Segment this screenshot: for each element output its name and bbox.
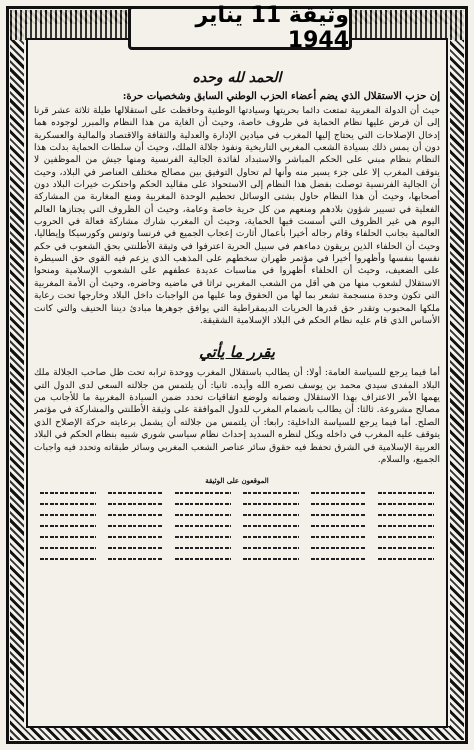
signature bbox=[106, 500, 166, 508]
document-title: وثيقة 11 يناير 1944 bbox=[195, 3, 349, 53]
signature bbox=[173, 555, 233, 563]
signature bbox=[173, 533, 233, 541]
signature bbox=[106, 522, 166, 530]
signature bbox=[241, 555, 301, 563]
signature bbox=[241, 489, 301, 497]
signature bbox=[38, 555, 98, 563]
signature bbox=[106, 555, 166, 563]
signature bbox=[173, 511, 233, 519]
demands-heading: يقرر ما يأتي bbox=[199, 343, 275, 362]
signature bbox=[309, 511, 369, 519]
signature bbox=[309, 544, 369, 552]
signature bbox=[376, 544, 436, 552]
preamble-text: حيث أن الدولة المغربية تمتعت دائما بحريتها وسيادتها الوطنية وحافظت على استقلالها طيلة ثلاثة عشر قرنا إلى أن فرض عليها نظام الحماية في ظروف خاصة، وحيث أن الغاية من هذا النظام والمبرر لوجوده هما إدخال الإصلاحات التي يحتاج إليها المغرب في ميادين الإدارة والعدلية والثقافة والاقتصاد والمالية والعسكرية دون أن يمس ذلك بسيادة الشعب المغربي التاريخية ونفوذ جلالة الملك، وحيث أن سلطات الحماية بدلت هذا النظام بنظام مبني على الحكم المباشر والاستبداد لفائدة الجالية الفرنسية ومنها جيش من الموظفين لا يتوقف المغرب إلا على جزء يسير منه وأنها لم تحاول التوفيق بين مصالح مختلف العناصر في البلاد، وحيث أن الجالية الفرنسية توصلت بفضل هذا النظام إلى الاستحواذ على مقاليد الحكم واحتكرت خيرات البلاد دون أصحابها، وحيث أن هذا النظام حاول بشتى الوسائل تحطيم الوحدة المغربية ومنع المغاربة من المشاركة الفعلية في تسيير شؤون بلادهم ومنعهم من كل حرية خاصة وعامة، وحيث أن الظروف التي يجتازها العالم اليوم هي غير الظروف التي أسست فيها الحماية، وحيث أن المغرب شارك مشاركة فعالة في الحروب العالمية بجانب الحلفاء وقام رجاله أخيرا بأعمال أثارت إعجاب الجميع في فرنسا وتونس وكورسيكا وإيطاليا، وحيث أن الحلفاء الذين يريقون دماءهم في سبيل الحرية اعترفوا في وثيقة الأطلنتي بحق الشعوب في حكم نفسها بنفسها وأظهروا أخيرا في مؤتمر طهران سخطهم على المذهب الذي يزعم فيه القوي حق السيطرة على الضعيف، وحيث أن الحلفاء أظهروا في مناسبات عديدة عطفهم على الشعوب الإسلامية ومنحوا الاستقلال لشعوب منها من هي أقل من الشعب المغربي تراثا في ماضيه وحاضره، وحيث أن الأمة المغربية التي تكون وحدة منسجمة تشعر بما لها من الحقوق وما عليها من الواجبات داخل البلاد وخارجها تحت رعاية ملكها المحبوب وتقدر حق قدرها الحريات الديمقراطية التي يوافق جوهرها مبادئ ديننا الحنيف والتي كانت الأساس الذي قام عليه نظام الحكم في البلاد الإسلامية الشقيقة. bbox=[34, 105, 440, 326]
signature bbox=[309, 500, 369, 508]
signature bbox=[38, 500, 98, 508]
signature bbox=[38, 544, 98, 552]
signature bbox=[376, 533, 436, 541]
signature bbox=[309, 555, 369, 563]
signature bbox=[38, 522, 98, 530]
signature bbox=[106, 544, 166, 552]
signature bbox=[173, 500, 233, 508]
signature bbox=[106, 489, 166, 497]
signature bbox=[241, 511, 301, 519]
signature bbox=[376, 500, 436, 508]
signature bbox=[38, 511, 98, 519]
signature bbox=[173, 544, 233, 552]
signature bbox=[173, 522, 233, 530]
opening-invocation: الحمد لله وحده bbox=[192, 70, 282, 86]
signature bbox=[106, 511, 166, 519]
opening-statement: إن حزب الاستقلال الذي يضم أعضاء الحزب الوطني السابق وشخصيات حرة: bbox=[122, 91, 440, 102]
signature bbox=[241, 533, 301, 541]
signature bbox=[241, 544, 301, 552]
signature bbox=[38, 533, 98, 541]
demands-text: أما فيما يرجع للسياسة العامة: أولا: أن يطالب باستقلال المغرب ووحدة ترابه تحت ظل صاحب الجلالة ملك البلاد المفدى سيدي محمد بن يوسف نصره الله وأيده. ثانيا: أن يلتمس من جلالته السعي لدى الدول التي يهمها الأمر الاعتراف بهذا الاستقلال وضمانه ولوضع اتفاقيات تحدد ضمن السيادة المغربية ما للأجانب من مصالح مشروعة. ثالثا: أن يطالب بانضمام المغرب للدول الموافقة على وثيقة الأطلنتي والمشاركة في مؤتمر الصلح. أما فيما يرجع للسياسة الداخلية: رابعا: أن يلتمس من جلالته أن يشمل برعايته حركة الإصلاح الذي يتوقف عليه المغرب في داخله ويكل لنظره السديد إحداث نظام سياسي شوري شبيه بنظام الحكم في البلاد العربية الإسلامية في الشرق تحفظ فيه حقوق سائر عناصر الشعب المغربي وسائر طبقاته وتحدد فيه واجبات الجميع، والسلام. bbox=[34, 367, 440, 466]
signature bbox=[309, 489, 369, 497]
signatories-heading: الموقعون على الوثيقة bbox=[205, 476, 269, 486]
signature bbox=[241, 500, 301, 508]
signature bbox=[309, 533, 369, 541]
signature bbox=[38, 489, 98, 497]
signature bbox=[376, 522, 436, 530]
signature bbox=[376, 489, 436, 497]
title-cartouche bbox=[128, 3, 352, 53]
document-content bbox=[34, 48, 440, 720]
signature bbox=[241, 522, 301, 530]
signature bbox=[376, 555, 436, 563]
signature bbox=[106, 533, 166, 541]
signatures-grid bbox=[38, 489, 436, 563]
signature bbox=[173, 489, 233, 497]
signature bbox=[376, 511, 436, 519]
signature bbox=[309, 522, 369, 530]
